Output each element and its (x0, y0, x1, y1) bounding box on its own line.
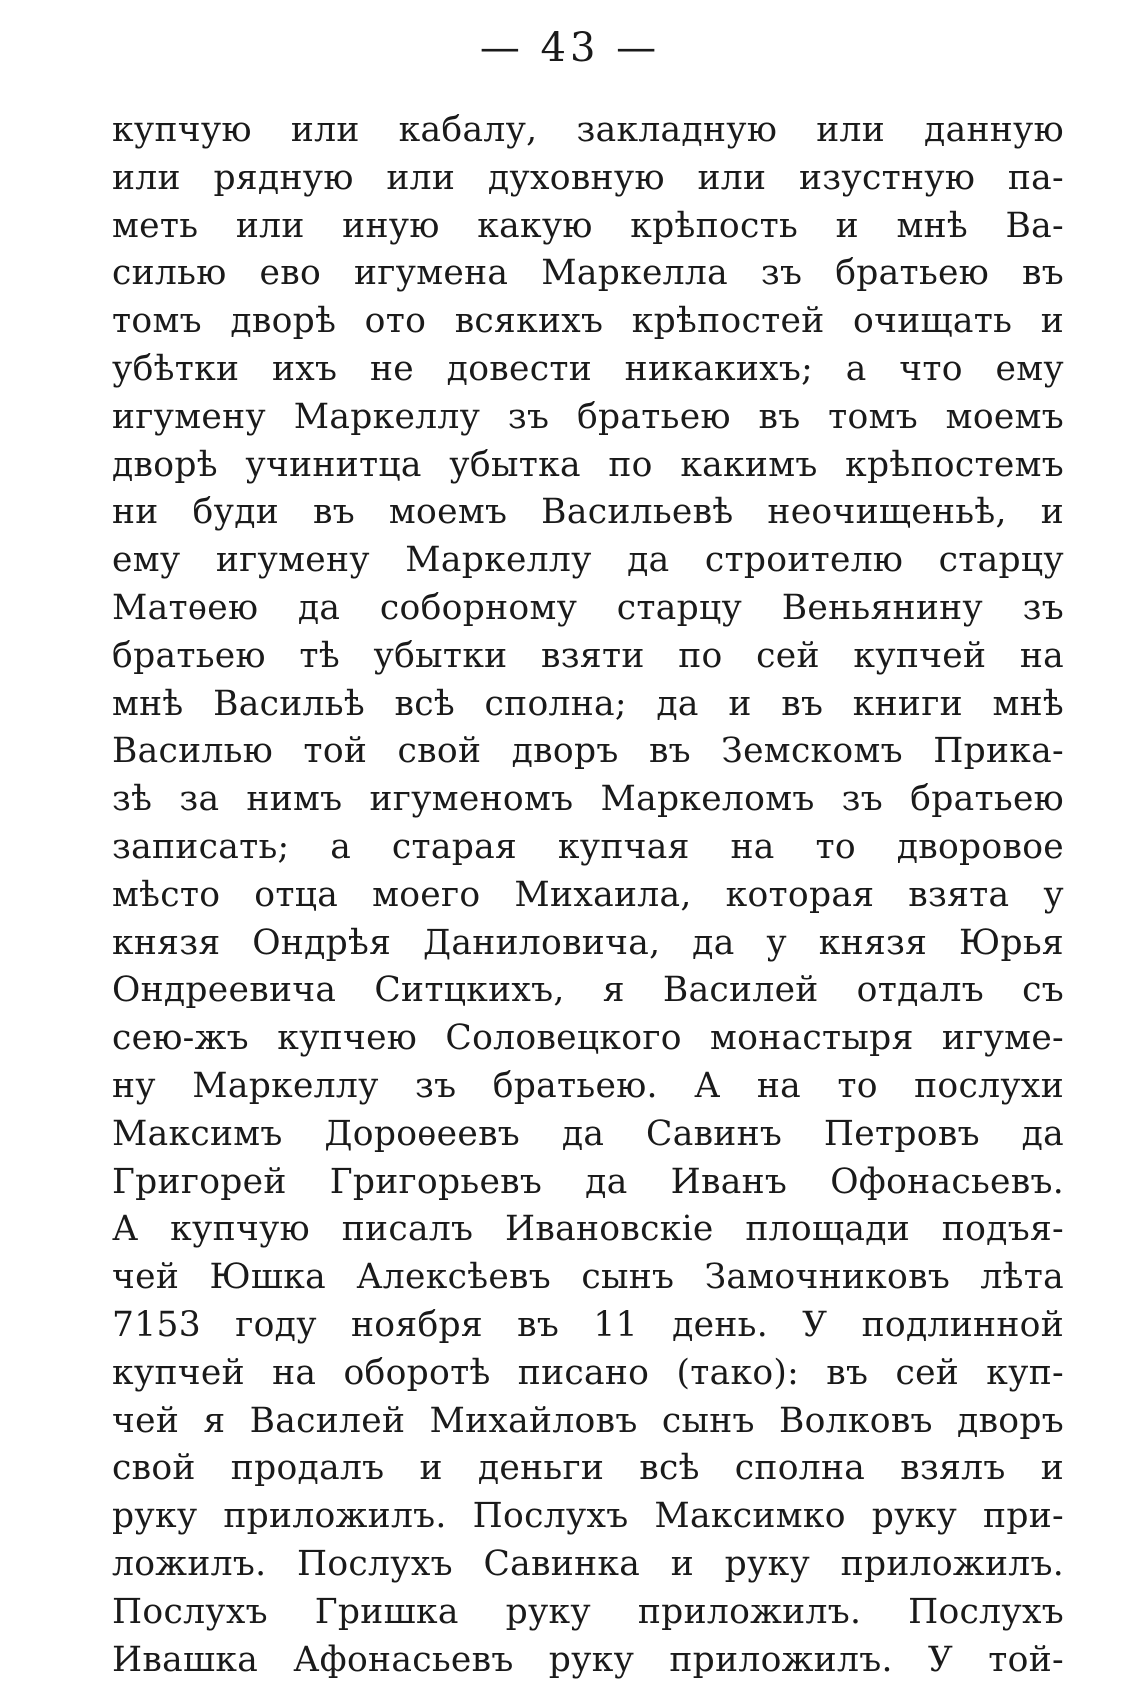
text-line: мнѣ Васильѣ всѣ сполна; да и въ книги мнѣ (112, 681, 1064, 729)
text-line: купчую или кабалу, закладную или данную (112, 107, 1064, 155)
text-line: дворѣ учинитца убытка по какимъ крѣпостемъ (112, 442, 1064, 490)
text-line: Максимъ Дороѳеевъ да Савинъ Петровъ да (112, 1111, 1064, 1159)
text-line: игумену Маркеллу зъ братьею въ томъ моемъ (112, 394, 1064, 442)
text-line: чей Юшка Алексѣевъ сынъ Замочниковъ лѣта (112, 1254, 1064, 1302)
text-line: ложилъ. Послухъ Савинка и руку приложилъ. (112, 1541, 1064, 1589)
text-line: А купчую писалъ Ивановскіе площади подъя- (112, 1206, 1064, 1254)
text-line: Григорей Григорьевъ да Иванъ Офонасьевъ. (112, 1159, 1064, 1207)
text-line: мѣсто отца моего Михаила, которая взята у (112, 872, 1064, 920)
text-line: ему игумену Маркеллу да строителю старцу (112, 537, 1064, 585)
text-line: ни буди въ моемъ Васильевѣ неочищеньѣ, и (112, 489, 1064, 537)
body-text (112, 107, 1064, 1684)
text-line: убѣтки ихъ не довести никакихъ; а что ему (112, 346, 1064, 394)
text-line: томъ дворѣ ото всякихъ крѣпостей очищать и (112, 298, 1064, 346)
text-line: купчей на оборотѣ писано (тако): въ сей куп- (112, 1350, 1064, 1398)
text-line: свой продалъ и деньги всѣ сполна взялъ и (112, 1445, 1064, 1493)
text-line: зѣ за нимъ игуменомъ Маркеломъ зъ братьею (112, 776, 1064, 824)
page-number: — 43 — (0, 20, 1140, 76)
text-line: меть или иную какую крѣпость и мнѣ Ва- (112, 203, 1064, 251)
text-line: Василью той свой дворъ въ Земскомъ Прика- (112, 728, 1064, 776)
text-line: братьею тѣ убытки взяти по сей купчей на (112, 633, 1064, 681)
text-line: Послухъ Гришка руку приложилъ. Послухъ (112, 1589, 1064, 1637)
text-line: Матѳею да соборному старцу Веньянину зъ (112, 585, 1064, 633)
text-line: или рядную или духовную или изустную па- (112, 155, 1064, 203)
text-line: Ондреевича Ситцкихъ, я Василей отдалъ съ (112, 967, 1064, 1015)
text-line: князя Ондрѣя Даниловича, да у князя Юрья (112, 920, 1064, 968)
text-line: сею-жъ купчею Соловецкого монастыря игуме- (112, 1015, 1064, 1063)
text-line: ну Маркеллу зъ братьею. А на то послухи (112, 1063, 1064, 1111)
text-line: 7153 году ноября въ 11 день. У подлинной (112, 1302, 1064, 1350)
text-line: руку приложилъ. Послухъ Максимко руку при- (112, 1493, 1064, 1541)
text-line: чей я Василей Михайловъ сынъ Волковъ дворъ (112, 1398, 1064, 1446)
text-line: Ивашка Афонасьевъ руку приложилъ. У той- (112, 1637, 1064, 1684)
text-line: записать; а старая купчая на то дворовое (112, 824, 1064, 872)
text-line: силью ево игумена Маркелла зъ братьею въ (112, 250, 1064, 298)
